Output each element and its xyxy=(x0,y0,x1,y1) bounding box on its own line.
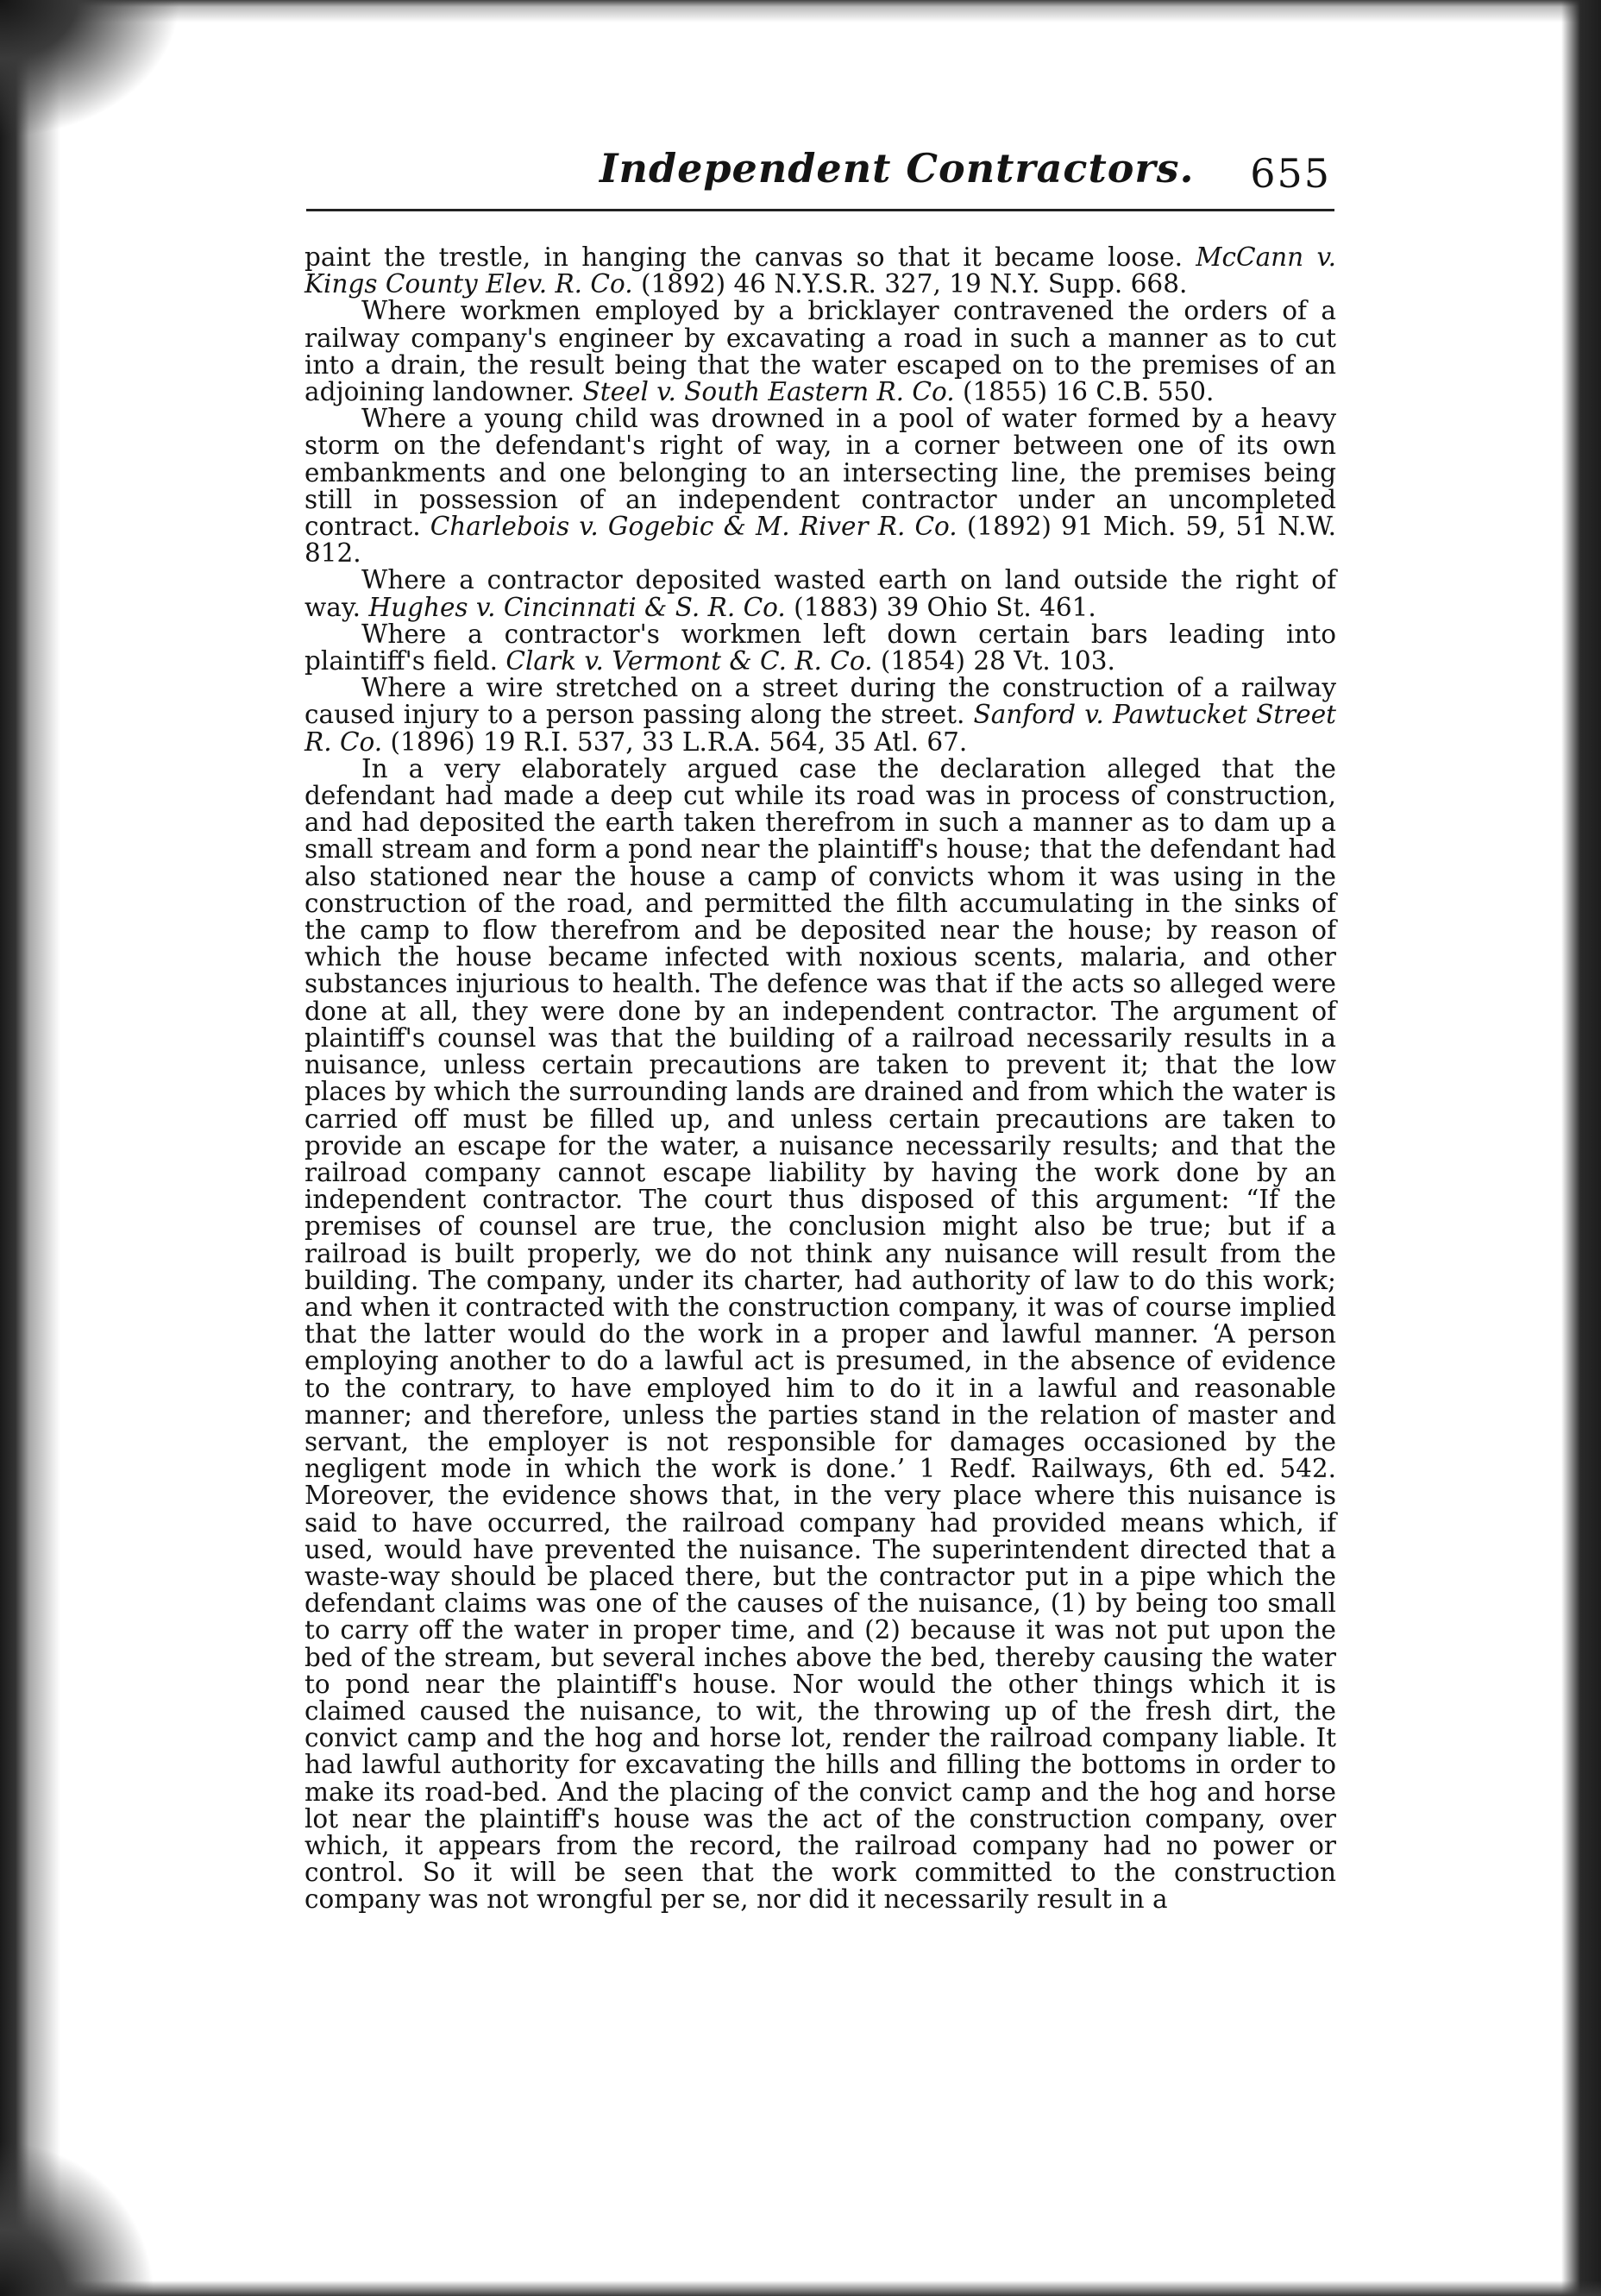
scan-edge-right xyxy=(1561,0,1601,2296)
paragraph xyxy=(305,406,1336,567)
case-citation: Charlebois v. Gogebic & M. River R. Co. xyxy=(430,512,957,542)
paragraph-text: paint the trestle, in hanging the canvas so that it became loose. xyxy=(305,242,1196,272)
body-text xyxy=(305,244,1336,2013)
citation-reference: (1896) 19 R.I. 537, 33 L.R.A. 564, 35 Atl. 67. xyxy=(382,727,968,757)
scan-edge-left xyxy=(0,0,60,2296)
paragraph xyxy=(305,567,1336,620)
paragraph xyxy=(305,621,1336,675)
running-title: Independent Contractors. xyxy=(600,145,1195,192)
paragraph-text: Where a contractor's workmen left down certain bars leading into plaintiff's field. xyxy=(305,619,1336,676)
paragraph xyxy=(305,753,1336,1915)
case-citation: McCann v. Kings County Elev. R. Co. xyxy=(305,242,1336,299)
paragraph xyxy=(305,675,1336,756)
scan-edge-bottom xyxy=(0,2280,1601,2296)
paragraph-text: Where a young child was drowned in a pool of water formed by a heavy storm on the defendant's right of way, in a corner between one of its own embankments and one belonging to an intersecting line, the premises being still in possession of an independent contractor under an uncompleted contract. xyxy=(305,404,1336,542)
scan-edge-top xyxy=(0,0,1601,22)
paragraph xyxy=(305,298,1336,406)
case-citation: Hughes v. Cincinnati & S. R. Co. xyxy=(368,592,786,622)
paragraph-text: Where workmen employed by a bricklayer contravened the orders of a railway company's engineer by excavating a road in such a manner as to cut into a drain, the result being that the water escaped on to the premises of an adjoining landowner. xyxy=(305,296,1336,407)
paragraph-text: Where a contractor deposited wasted earth on land outside the right of way. xyxy=(305,565,1336,622)
page-header xyxy=(306,145,1334,211)
paragraph xyxy=(305,244,1336,298)
page-number: 655 xyxy=(1250,150,1331,197)
scan-blot-bottom-left xyxy=(0,2141,155,2296)
citation-reference: (1883) 39 Ohio St. 461. xyxy=(785,592,1096,622)
citation-reference: (1892) 46 N.Y.S.R. 327, 19 N.Y. Supp. 668. xyxy=(632,269,1188,299)
case-citation: Steel v. South Eastern R. Co. xyxy=(582,377,955,407)
citation-reference: (1892) 91 Mich. 59, 51 N.W. 812. xyxy=(305,512,1337,569)
scan-blot-top-left xyxy=(0,0,181,138)
case-citation: Sanford v. Pawtucket Street R. Co. xyxy=(305,700,1337,757)
citation-reference: (1854) 28 Vt. 103. xyxy=(872,646,1115,676)
paragraph-text: In a very elaborately argued case the declaration alleged that the defendant had made a deep cut while its road was in process of construction, and had deposited the earth taken therefrom in such a manner as to dam up a small stream and form a pond near the plaintiff's house; that the defendant had also stationed near the house a camp of convicts whom it was using in the construction of the road, and permitted the filth accumulating in the sinks of the camp to flow therefrom and be deposited near the house; by reason of which the house became infected with noxious scents, malaria, and other substances injurious to health. The defence was that if the acts so alleged were done at all, they were done by an independent contractor. The argument of plaintiff's counsel was that the building of a railroad necessarily results in a nuisance, unless certain precautions are taken to prevent it; that the low places by which the surrounding lands are drained and from which the water is carried off must be filled up, and unless certain precautions are taken to provide an escape for the water, a nuisance necessarily results; and that the railroad company cannot escape liability by having the work done by an independent contractor. The court thus disposed of this argument: “If the premises of counsel are true, the conclusion might also be true; but if a railroad is built properly, we do not think any nuisance will result from the building. The company, under its charter, had authority of law to do this work; and when it contracted with the construction company, it was of course implied that the latter would do the work in a proper and lawful manner. ‘A person employing another to do a lawful act is presumed, in the absence of evidence to the contrary, to have employed him to do it in a lawful and reasonable manner; and therefore, unless the parties stand in the relation of master and servant, the employer is not responsible for damages occasioned by the negligent mode in which the work is done.’ 1 Redf. Railways, 6th ed. 542. Moreover, the evidence shows that, in the very place where this nuisance is said to have occurred, the railroad company had provided means which, if used, would have prevented the nuisance. The superintendent directed that a waste-way should be placed there, but the contractor put in a pipe which the defendant claims was one of the causes of the nuisance, (1) by being too small to carry off the water in proper time, and (2) because it was not put upon the bed of the stream, but several inches above the bed, thereby causing the water to pond near the plaintiff's house. Nor would the other things which it is claimed caused the nuisance, to wit, the throwing up of the fresh dirt, the convict camp and the hog and horse lot, render the railroad company liable. It had lawful authority for excavating the hills and filling the bottoms in order to make its road-bed. And the placing of the convict camp and the hog and horse lot near the plaintiff's house was the act of the construction company, over which, it appears from the record, the railroad company had no power or control. So it will be seen that the work committed to the construction company was not wrongful per se, nor did it necessarily result in a xyxy=(305,753,1336,1915)
paragraph-text: Where a wire stretched on a street during the construction of a railway caused injury to a person passing along the street. xyxy=(305,673,1336,730)
case-citation: Clark v. Vermont & C. R. Co. xyxy=(505,646,873,676)
citation-reference: (1855) 16 C.B. 550. xyxy=(954,377,1215,407)
